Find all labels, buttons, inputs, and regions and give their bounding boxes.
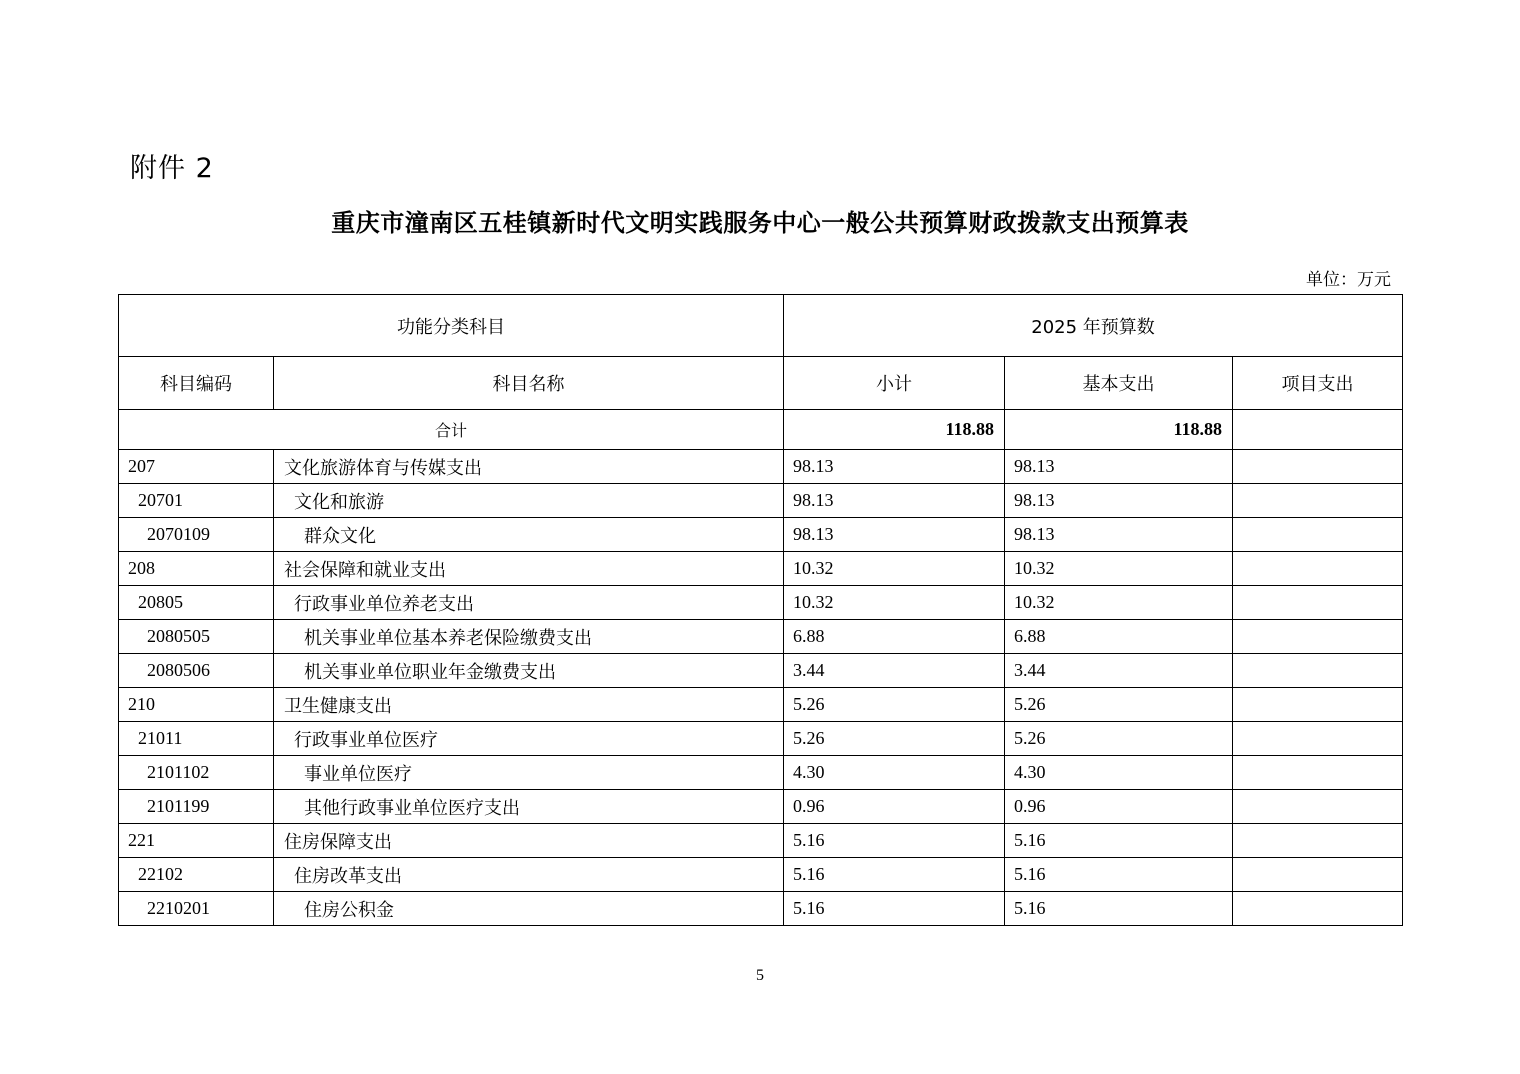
row-basic: 5.26 xyxy=(1005,688,1233,722)
header-row-1 xyxy=(119,295,1403,357)
attachment-label: 附件 2 xyxy=(130,153,214,184)
table-row xyxy=(119,722,1403,756)
row-name: 住房公积金 xyxy=(274,892,784,926)
table-row xyxy=(119,586,1403,620)
row-basic: 10.32 xyxy=(1005,586,1233,620)
total-label: 合计 xyxy=(119,410,784,450)
table-row xyxy=(119,620,1403,654)
row-project xyxy=(1233,722,1403,756)
row-subtotal: 5.16 xyxy=(784,892,1005,926)
row-name: 行政事业单位养老支出 xyxy=(274,586,784,620)
table-row xyxy=(119,450,1403,484)
row-code: 2080506 xyxy=(119,654,274,688)
row-subtotal: 98.13 xyxy=(784,450,1005,484)
row-basic: 5.16 xyxy=(1005,892,1233,926)
row-project xyxy=(1233,824,1403,858)
row-basic: 5.16 xyxy=(1005,824,1233,858)
total-row xyxy=(119,410,1403,450)
row-code: 221 xyxy=(119,824,274,858)
row-project xyxy=(1233,688,1403,722)
total-project xyxy=(1233,410,1403,450)
unit-label: 单位：万元 xyxy=(1306,270,1391,289)
row-name: 事业单位医疗 xyxy=(274,756,784,790)
row-name: 机关事业单位职业年金缴费支出 xyxy=(274,654,784,688)
row-basic: 5.16 xyxy=(1005,858,1233,892)
row-code: 20701 xyxy=(119,484,274,518)
row-subtotal: 98.13 xyxy=(784,518,1005,552)
page-number: 5 xyxy=(756,967,764,984)
row-subtotal: 5.26 xyxy=(784,722,1005,756)
row-code: 207 xyxy=(119,450,274,484)
row-project xyxy=(1233,756,1403,790)
row-name: 文化和旅游 xyxy=(274,484,784,518)
row-basic: 98.13 xyxy=(1005,484,1233,518)
row-project xyxy=(1233,586,1403,620)
functional-category-header: 功能分类科目 xyxy=(119,295,784,357)
row-project xyxy=(1233,858,1403,892)
project-header: 项目支出 xyxy=(1233,357,1403,410)
row-subtotal: 5.16 xyxy=(784,858,1005,892)
row-basic: 4.30 xyxy=(1005,756,1233,790)
row-code: 2080505 xyxy=(119,620,274,654)
row-code: 20805 xyxy=(119,586,274,620)
row-name: 住房改革支出 xyxy=(274,858,784,892)
row-basic: 3.44 xyxy=(1005,654,1233,688)
row-name: 住房保障支出 xyxy=(274,824,784,858)
row-subtotal: 10.32 xyxy=(784,586,1005,620)
table-row xyxy=(119,518,1403,552)
row-name: 文化旅游体育与传媒支出 xyxy=(274,450,784,484)
row-code: 22102 xyxy=(119,858,274,892)
row-project xyxy=(1233,484,1403,518)
row-subtotal: 5.16 xyxy=(784,824,1005,858)
row-code: 210 xyxy=(119,688,274,722)
total-basic: 118.88 xyxy=(1005,410,1233,450)
row-subtotal: 10.32 xyxy=(784,552,1005,586)
row-basic: 10.32 xyxy=(1005,552,1233,586)
table-row xyxy=(119,790,1403,824)
row-basic: 5.26 xyxy=(1005,722,1233,756)
total-subtotal: 118.88 xyxy=(784,410,1005,450)
row-basic: 0.96 xyxy=(1005,790,1233,824)
row-subtotal: 98.13 xyxy=(784,484,1005,518)
table-row xyxy=(119,858,1403,892)
row-basic: 98.13 xyxy=(1005,518,1233,552)
row-basic: 6.88 xyxy=(1005,620,1233,654)
table-row xyxy=(119,484,1403,518)
row-project xyxy=(1233,518,1403,552)
table-row xyxy=(119,552,1403,586)
row-name: 其他行政事业单位医疗支出 xyxy=(274,790,784,824)
row-code: 21011 xyxy=(119,722,274,756)
row-project xyxy=(1233,552,1403,586)
row-name: 社会保障和就业支出 xyxy=(274,552,784,586)
row-code: 2101199 xyxy=(119,790,274,824)
row-name: 卫生健康支出 xyxy=(274,688,784,722)
row-code: 208 xyxy=(119,552,274,586)
budget-table xyxy=(118,294,1403,926)
table-row xyxy=(119,892,1403,926)
row-project xyxy=(1233,620,1403,654)
row-code: 2210201 xyxy=(119,892,274,926)
header-row-2 xyxy=(119,357,1403,410)
table-row xyxy=(119,756,1403,790)
code-header: 科目编码 xyxy=(119,357,274,410)
basic-header: 基本支出 xyxy=(1005,357,1233,410)
budget-year-header: 2025 年预算数 xyxy=(784,295,1403,357)
document-title: 重庆市潼南区五桂镇新时代文明实践服务中心一般公共预算财政拨款支出预算表 xyxy=(331,208,1189,237)
row-basic: 98.13 xyxy=(1005,450,1233,484)
subtotal-header: 小计 xyxy=(784,357,1005,410)
name-header: 科目名称 xyxy=(274,357,784,410)
row-subtotal: 4.30 xyxy=(784,756,1005,790)
row-project xyxy=(1233,790,1403,824)
row-code: 2070109 xyxy=(119,518,274,552)
row-subtotal: 5.26 xyxy=(784,688,1005,722)
table-row xyxy=(119,654,1403,688)
row-name: 群众文化 xyxy=(274,518,784,552)
row-subtotal: 3.44 xyxy=(784,654,1005,688)
row-name: 机关事业单位基本养老保险缴费支出 xyxy=(274,620,784,654)
row-subtotal: 0.96 xyxy=(784,790,1005,824)
row-name: 行政事业单位医疗 xyxy=(274,722,784,756)
table-row xyxy=(119,824,1403,858)
row-project xyxy=(1233,892,1403,926)
row-subtotal: 6.88 xyxy=(784,620,1005,654)
row-code: 2101102 xyxy=(119,756,274,790)
row-project xyxy=(1233,450,1403,484)
table-row xyxy=(119,688,1403,722)
row-project xyxy=(1233,654,1403,688)
